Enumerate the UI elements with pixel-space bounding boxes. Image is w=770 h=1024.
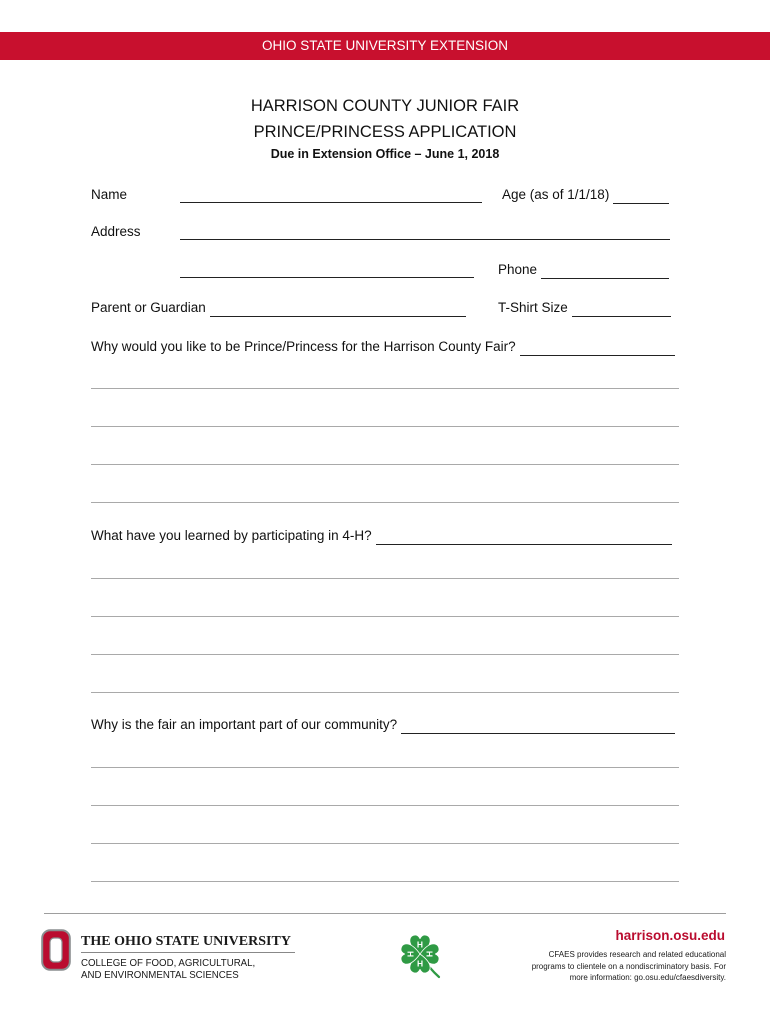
answer-line[interactable] [91, 554, 679, 579]
name-label: Name [91, 187, 128, 202]
website-link[interactable]: harrison.osu.edu [615, 928, 725, 943]
university-name: THE OHIO STATE UNIVERSITY [81, 934, 291, 949]
guardian-group [91, 300, 466, 317]
age-field[interactable] [613, 187, 669, 204]
phone-label: Phone [498, 262, 538, 277]
answer-line[interactable] [91, 743, 679, 768]
answer-line[interactable] [91, 478, 679, 503]
name-field[interactable] [180, 186, 482, 203]
answer-line[interactable] [91, 592, 679, 617]
phone-field[interactable] [541, 262, 669, 279]
tshirt-group [498, 300, 671, 317]
guardian-field[interactable] [210, 300, 466, 317]
clover-h-letter: H [405, 950, 416, 958]
form-title-line1: HARRISON COUNTY JUNIOR FAIR [250, 97, 520, 115]
answer-line[interactable] [91, 781, 679, 806]
block-o-icon [41, 929, 71, 971]
due-date-note: Due in Extension Office – June 1, 2018 [270, 147, 500, 161]
question-1 [91, 339, 675, 356]
guardian-label: Parent or Guardian [91, 300, 206, 315]
question-1-text: Why would you like to be Prince/Princess for the Harrison County Fair? [91, 339, 516, 354]
answer-line[interactable] [91, 440, 679, 465]
answer-line[interactable] [91, 819, 679, 844]
disclaimer-line1: CFAES provides research and related educational [548, 950, 726, 959]
nondiscrimination-statement [532, 949, 726, 984]
tshirt-label: T-Shirt Size [498, 300, 568, 315]
address-label: Address [91, 224, 141, 239]
four-h-clover-icon [396, 931, 444, 983]
question-2-field[interactable] [376, 528, 672, 545]
answer-line[interactable] [91, 857, 679, 882]
answer-line[interactable] [91, 630, 679, 655]
address-line1-field[interactable] [180, 223, 670, 240]
age-group [502, 187, 669, 204]
clover-h-letter: H [424, 950, 435, 958]
footer-divider [44, 913, 726, 914]
disclaimer-line3: more information: go.osu.edu/cfaesdiversity. [569, 973, 726, 982]
question-1-field[interactable] [520, 339, 675, 356]
answer-line[interactable] [91, 402, 679, 427]
age-label: Age (as of 1/1/18) [502, 187, 610, 202]
address-line2-field[interactable] [180, 261, 474, 278]
extension-banner [0, 32, 770, 60]
answer-line[interactable] [91, 364, 679, 389]
answer-line[interactable] [91, 668, 679, 693]
question-3-field[interactable] [401, 717, 675, 734]
question-2 [91, 528, 672, 545]
question-2-text: What have you learned by participating in 4-H? [91, 528, 372, 543]
question-3 [91, 717, 675, 734]
university-name-underline [81, 952, 295, 953]
college-name-line2: AND ENVIRONMENTAL SCIENCES [81, 970, 239, 981]
banner-title: OHIO STATE UNIVERSITY EXTENSION [261, 38, 509, 53]
clover-h-letter: H [416, 939, 424, 950]
tshirt-field[interactable] [572, 300, 671, 317]
disclaimer-line2: programs to clientele on a nondiscriminatory basis. For [531, 961, 726, 971]
clover-h-letter: H [416, 958, 424, 969]
form-title-line2: PRINCE/PRINCESS APPLICATION [253, 123, 517, 141]
college-name-line1: COLLEGE OF FOOD, AGRICULTURAL, [81, 958, 256, 969]
question-3-text: Why is the fair an important part of our community? [91, 717, 398, 732]
college-name [81, 958, 255, 982]
phone-group [498, 262, 669, 279]
